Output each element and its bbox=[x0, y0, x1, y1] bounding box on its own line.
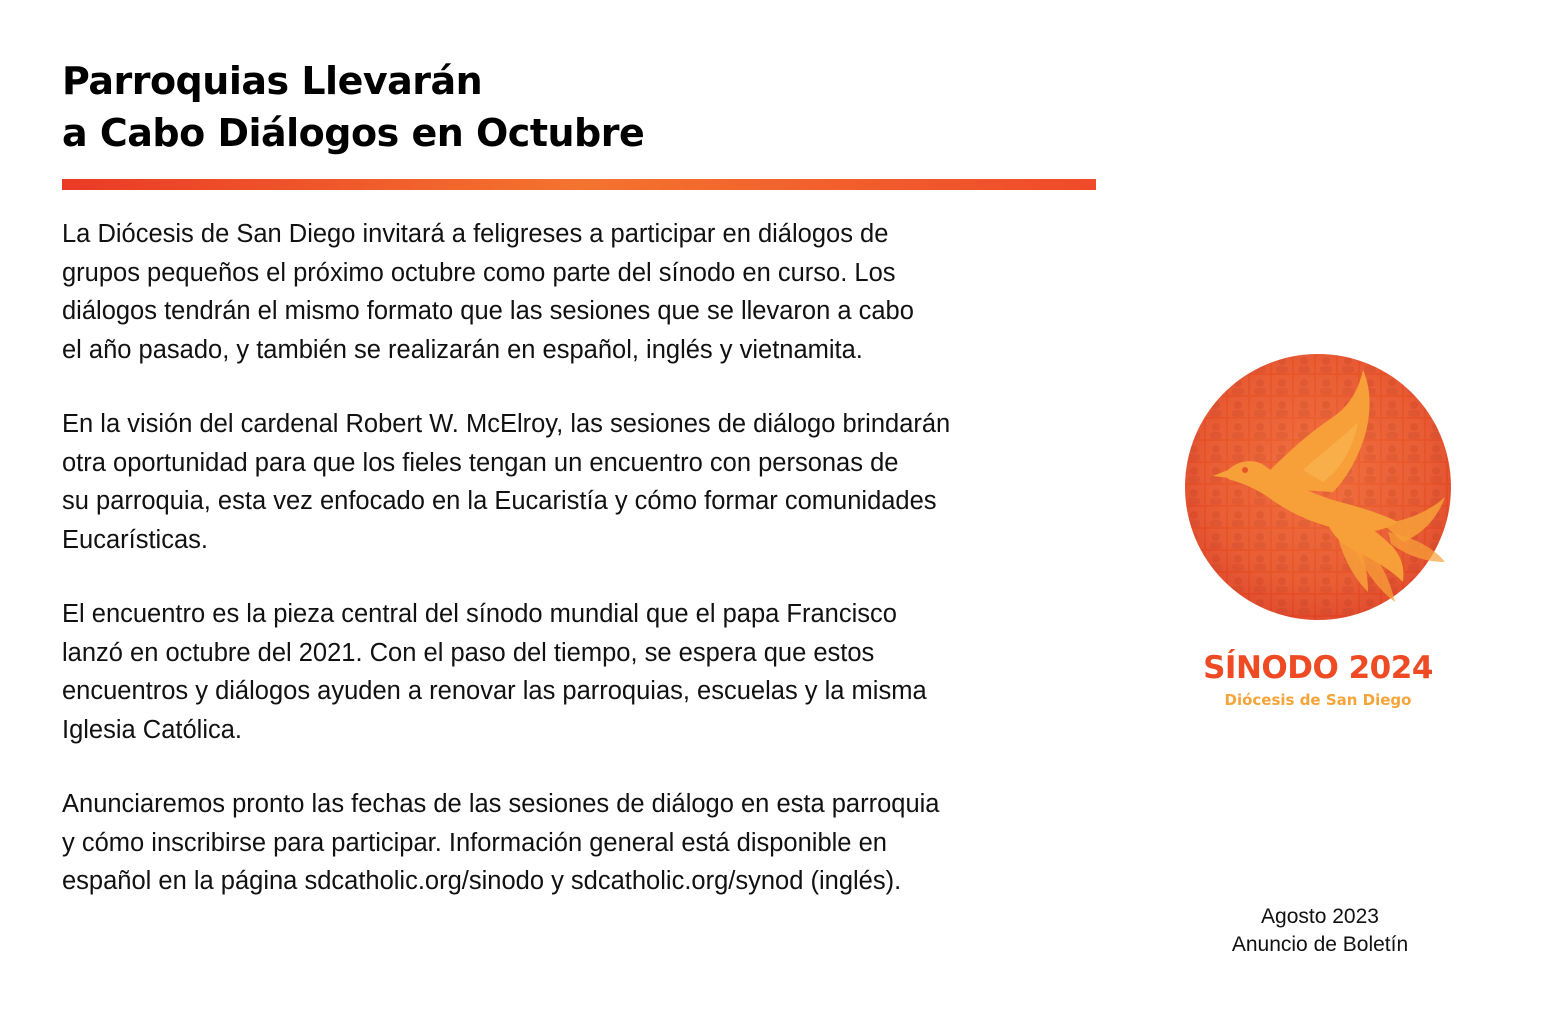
paragraph-line: Eucarísticas. bbox=[62, 525, 208, 554]
paragraph-1 bbox=[62, 215, 1122, 369]
article-body bbox=[62, 215, 1122, 937]
synod-logo bbox=[1183, 352, 1453, 622]
paragraph-line: diálogos tendrán el mismo formato que las sesiones que se llevaron a cabo bbox=[62, 297, 914, 325]
page-title bbox=[62, 55, 644, 159]
paragraph-line: encuentros y diálogos ayuden a renovar las parroquias, escuelas y la misma bbox=[62, 677, 927, 705]
paragraph-line: su parroquia, esta vez enfocado en la Eucaristía y cómo formar comunidades bbox=[62, 487, 937, 515]
footer-label: Anuncio de Boletín bbox=[1231, 933, 1409, 956]
title-line-1: Parroquias Llevarán bbox=[62, 59, 483, 103]
paragraph-3 bbox=[62, 595, 1122, 749]
brand-subtitle: Diócesis de San Diego bbox=[1224, 691, 1412, 709]
paragraph-line: El encuentro es la pieza central del sínodo mundial que el papa Francisco bbox=[62, 600, 897, 628]
paragraph-line: otra oportunidad para que los fieles tengan un encuentro con personas de bbox=[62, 448, 899, 477]
paragraph-line: La Diócesis de San Diego invitará a feligreses a participar en diálogos de bbox=[62, 220, 889, 248]
paragraph-line: En la visión del cardenal Robert W. McElroy, las sesiones de diálogo brindarán bbox=[62, 410, 951, 438]
paragraph-line: lanzó en octubre del 2021. Con el paso del tiempo, se espera que estos bbox=[62, 638, 875, 667]
paragraph-line: Iglesia Católica. bbox=[62, 715, 243, 744]
footer-note bbox=[1170, 903, 1470, 959]
paragraph-4 bbox=[62, 785, 1122, 901]
dove-icon bbox=[1183, 352, 1453, 622]
paragraph-line: el año pasado, y también se realizarán en español, inglés y vietnamita. bbox=[62, 335, 863, 364]
paragraph-line: grupos pequeños el próximo octubre como parte del sínodo en curso. Los bbox=[62, 258, 896, 287]
paragraph-line: Anunciaremos pronto las fechas de las sesiones de diálogo en esta parroquia bbox=[62, 790, 940, 818]
paragraph-line: español en la página sdcatholic.org/sinodo y sdcatholic.org/synod (inglés). bbox=[62, 867, 902, 895]
title-divider bbox=[62, 179, 1096, 190]
title-line-2: a Cabo Diálogos en Octubre bbox=[62, 111, 645, 155]
paragraph-line: y cómo inscribirse para participar. Información general está disponible en bbox=[62, 828, 887, 857]
brand-title: SÍNODO 2024 bbox=[1203, 650, 1433, 686]
footer-date: Agosto 2023 bbox=[1261, 905, 1379, 928]
paragraph-2 bbox=[62, 405, 1122, 559]
